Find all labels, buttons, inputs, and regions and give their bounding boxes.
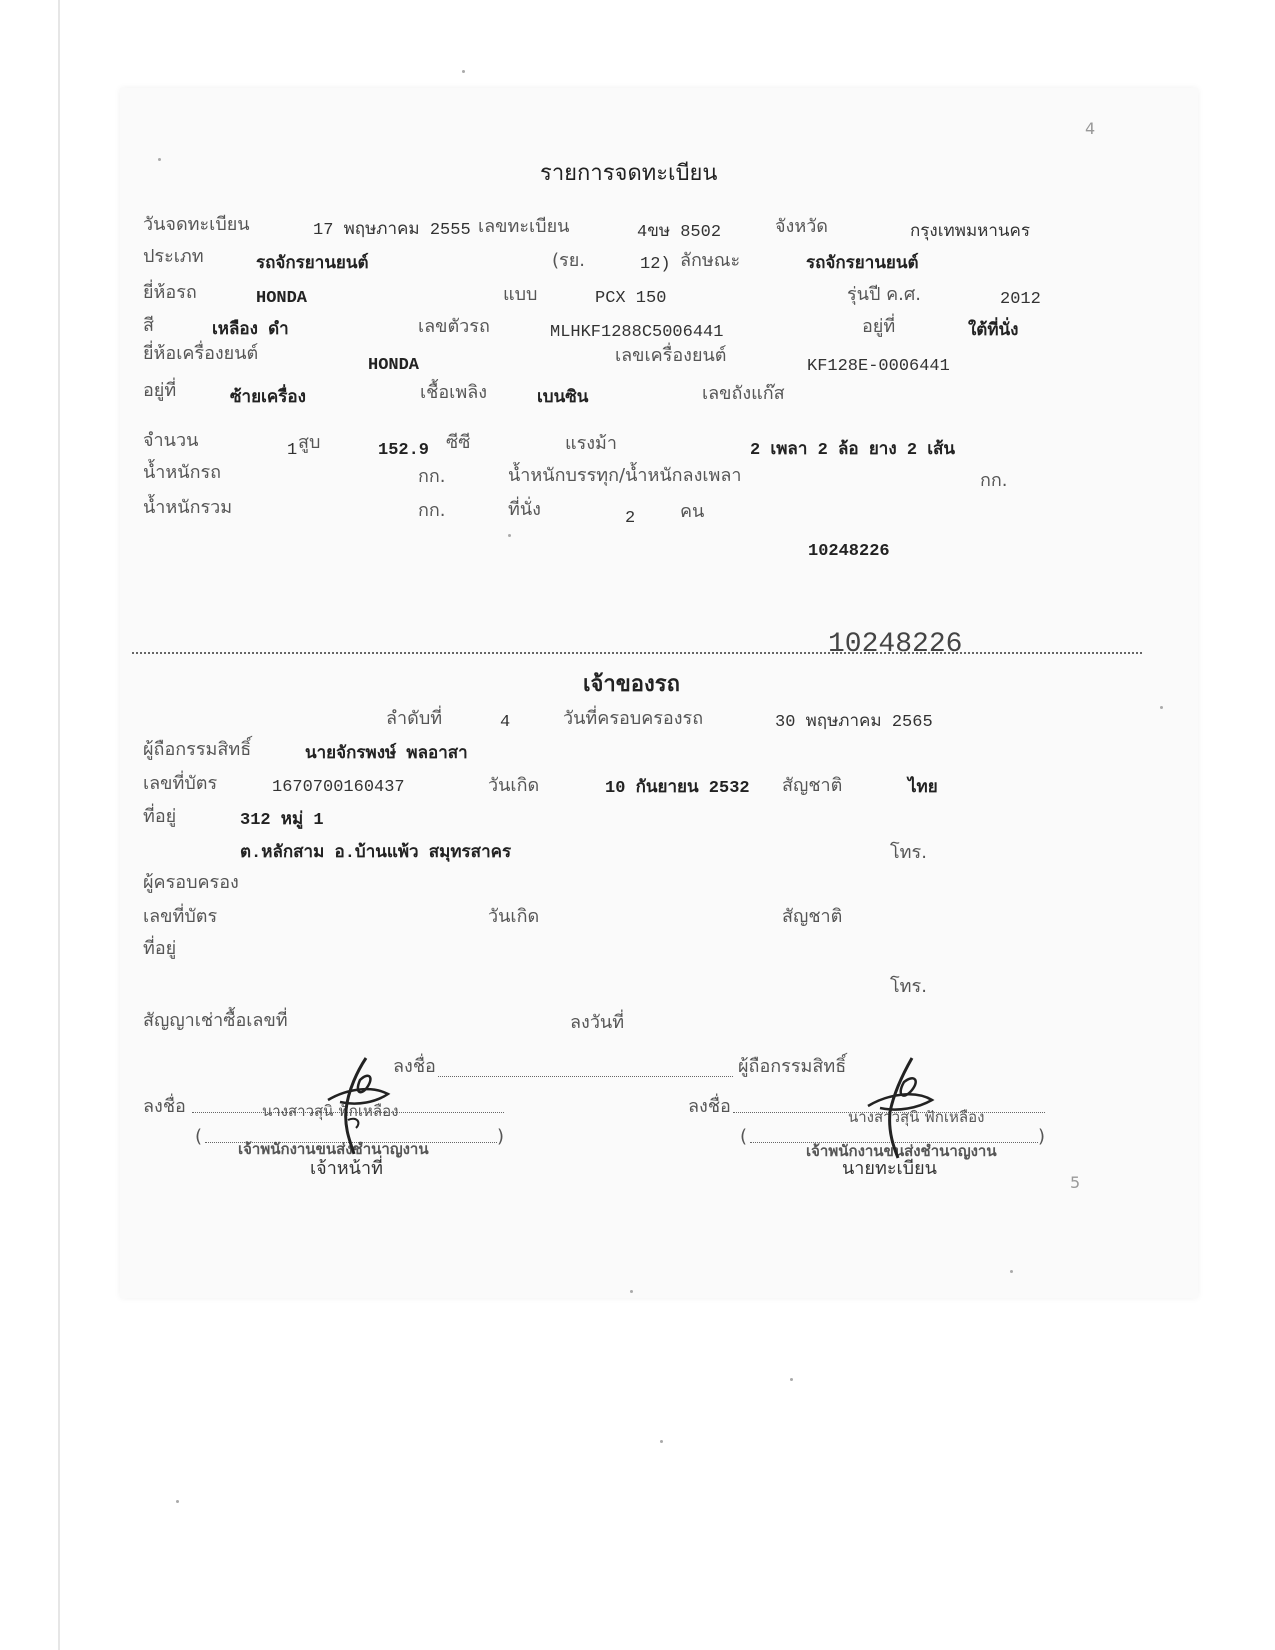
- scan-speck: [176, 1500, 179, 1503]
- holder-address-label: ที่อยู่: [143, 938, 177, 959]
- phone-label: โทร.: [890, 842, 927, 863]
- scan-speck: [660, 1440, 663, 1443]
- brand-label: ยี่ห้อรถ: [143, 282, 197, 303]
- cc-value: 152.9: [378, 441, 430, 460]
- owner-name: นายจักรพงษ์ พลอาสา: [305, 745, 468, 764]
- seats-unit: คน: [680, 501, 705, 522]
- color-value: เหลือง ดำ: [212, 321, 289, 340]
- holder-id-label: เลขที่บัตร: [143, 906, 218, 927]
- left-official-position: เจ้าพนักงานขนส่งชำนาญงาน: [238, 1140, 429, 1158]
- type-value: รถจักรยานยนต์: [256, 255, 369, 274]
- reg-date-label: วันจดทะเบียน: [143, 214, 250, 235]
- left-official-role: เจ้าหน้าที่: [310, 1158, 383, 1179]
- color-label: สี: [143, 315, 154, 336]
- left-paren-open: (: [195, 1126, 203, 1147]
- seats-value: 2: [625, 509, 636, 528]
- right-paren-close: ): [1038, 1126, 1046, 1147]
- axle-value: 2 เพลา 2 ล้อ ยาง 2 เส้น: [750, 441, 956, 460]
- weight-unit: กก.: [418, 466, 446, 487]
- type-code-open: (รย.: [552, 250, 585, 271]
- lease-contract-label: สัญญาเช่าซื้อเลขที่: [143, 1010, 288, 1031]
- right-paren-open: (: [740, 1126, 748, 1147]
- sequence-label: ลำดับที่: [386, 708, 443, 729]
- holder-phone-label: โทร.: [890, 976, 927, 997]
- type-code-close: 12): [640, 255, 671, 274]
- gas-tank-label: เลขถังแก๊ส: [702, 383, 785, 404]
- scan-edge: [58, 0, 60, 1650]
- owner-title: เจ้าของรถ: [583, 672, 680, 697]
- chassis-label: เลขตัวรถ: [418, 316, 490, 337]
- left-official-name: นางสาวสุนิ ฟักเหลือง: [262, 1102, 399, 1120]
- nationality-value: ไทย: [908, 779, 938, 798]
- owner-sign-line: [438, 1076, 733, 1077]
- cylinder-value: 1: [287, 441, 298, 460]
- center-sign-label: ลงชื่อ: [393, 1056, 436, 1077]
- chassis-value: MLHKF1288C5006441: [550, 323, 724, 342]
- load-label: น้ำหนักบรรทุก/น้ำหนักลงเพลา: [508, 465, 742, 486]
- count-label: จำนวน: [143, 430, 199, 451]
- address-line-1: 312 หมู่ 1: [240, 811, 324, 830]
- nationality-label: สัญชาติ: [782, 775, 843, 796]
- right-sign-label: ลงชื่อ: [688, 1096, 731, 1117]
- engine-number-label: เลขเครื่องยนต์: [615, 345, 727, 366]
- model-value: PCX 150: [595, 289, 667, 308]
- section-divider: [132, 652, 1142, 654]
- address-label: ที่อยู่: [143, 806, 177, 827]
- right-official-position: เจ้าพนักงานขนส่งชำนาญงาน: [806, 1142, 997, 1160]
- plate-label: เลขทะเบียน: [478, 216, 570, 237]
- scan-speck: [508, 534, 511, 537]
- fuel-label: เชื้อเพลิง: [420, 382, 488, 403]
- registration-title: รายการจดทะเบียน: [540, 161, 718, 186]
- owner-label: ผู้ถือกรรมสิทธิ์: [143, 739, 252, 760]
- scan-speck: [790, 1378, 793, 1381]
- page-number-bottom: 5: [1070, 1173, 1081, 1192]
- lease-date-label: ลงวันที่: [570, 1012, 625, 1033]
- birth-date-value: 10 กันยายน 2532: [605, 779, 750, 798]
- chassis-location-label: อยู่ที่: [862, 316, 896, 337]
- possession-date-label: วันที่ครอบครองรถ: [563, 708, 704, 729]
- weight-label: น้ำหนักรถ: [143, 462, 222, 483]
- right-signature: [860, 1054, 940, 1164]
- left-signature: [318, 1050, 398, 1160]
- left-sign-label: ลงชื่อ: [143, 1096, 186, 1117]
- total-weight-unit: กก.: [418, 500, 446, 521]
- cc-unit: ซีซี: [446, 432, 471, 453]
- style-value: รถจักรยานยนต์: [806, 255, 919, 274]
- right-official-role: นายทะเบียน: [842, 1158, 937, 1179]
- scan-speck: [1160, 706, 1163, 709]
- scan-speck: [1010, 1270, 1013, 1273]
- reference-number-large: 10248226: [828, 629, 963, 660]
- id-number-label: เลขที่บัตร: [143, 773, 218, 794]
- holder-nationality-label: สัญชาติ: [782, 906, 843, 927]
- reference-number: 10248226: [808, 542, 890, 561]
- holder-birth-label: วันเกิด: [488, 906, 540, 927]
- left-paren-close: ): [497, 1126, 505, 1147]
- address-line-2: ต.หลักสาม อ.บ้านแพ้ว สมุทรสาคร: [240, 844, 512, 863]
- plate-value: 4ขษ 8502: [637, 223, 722, 242]
- style-label: ลักษณะ: [680, 250, 741, 271]
- horsepower-label: แรงม้า: [565, 433, 618, 454]
- owner-sign-label: ผู้ถือกรรมสิทธิ์: [738, 1056, 847, 1077]
- fuel-value: เบนซิน: [537, 389, 589, 408]
- scan-speck: [158, 158, 161, 161]
- birth-date-label: วันเกิด: [488, 775, 540, 796]
- cylinder-unit: สูบ: [298, 432, 321, 453]
- engine-location-value: ซ้ายเครื่อง: [230, 389, 306, 408]
- seats-label: ที่นั่ง: [508, 499, 541, 520]
- year-label: รุ่นปี ค.ศ.: [847, 284, 922, 305]
- engine-brand-label: ยี่ห้อเครื่องยนต์: [143, 343, 259, 364]
- model-label: แบบ: [503, 284, 538, 305]
- sequence-value: 4: [500, 713, 511, 732]
- page-number-top: 4: [1085, 119, 1096, 138]
- engine-brand-value: HONDA: [368, 356, 420, 375]
- possession-date-value: 30 พฤษภาคม 2565: [775, 713, 933, 732]
- right-official-name: นางสาวสุนิ ฟักเหลือง: [848, 1108, 985, 1126]
- year-value: 2012: [1000, 290, 1041, 309]
- id-number-value: 1670700160437: [272, 778, 405, 797]
- total-weight-label: น้ำหนักรวม: [143, 497, 233, 518]
- type-label: ประเภท: [143, 246, 204, 267]
- scan-speck: [462, 70, 465, 73]
- scan-speck: [630, 1290, 633, 1293]
- holder-label: ผู้ครอบครอง: [143, 872, 239, 893]
- province-label: จังหวัด: [775, 216, 828, 237]
- brand-value: HONDA: [256, 289, 308, 308]
- engine-number-value: KF128E-0006441: [807, 357, 950, 376]
- engine-location-label: อยู่ที่: [143, 380, 177, 401]
- reg-date-value: 17 พฤษภาคม 2555: [313, 221, 471, 240]
- chassis-location-value: ใต้ที่นั่ง: [968, 322, 1019, 341]
- province-value: กรุงเทพมหานคร: [910, 223, 1031, 242]
- load-unit: กก.: [980, 470, 1008, 491]
